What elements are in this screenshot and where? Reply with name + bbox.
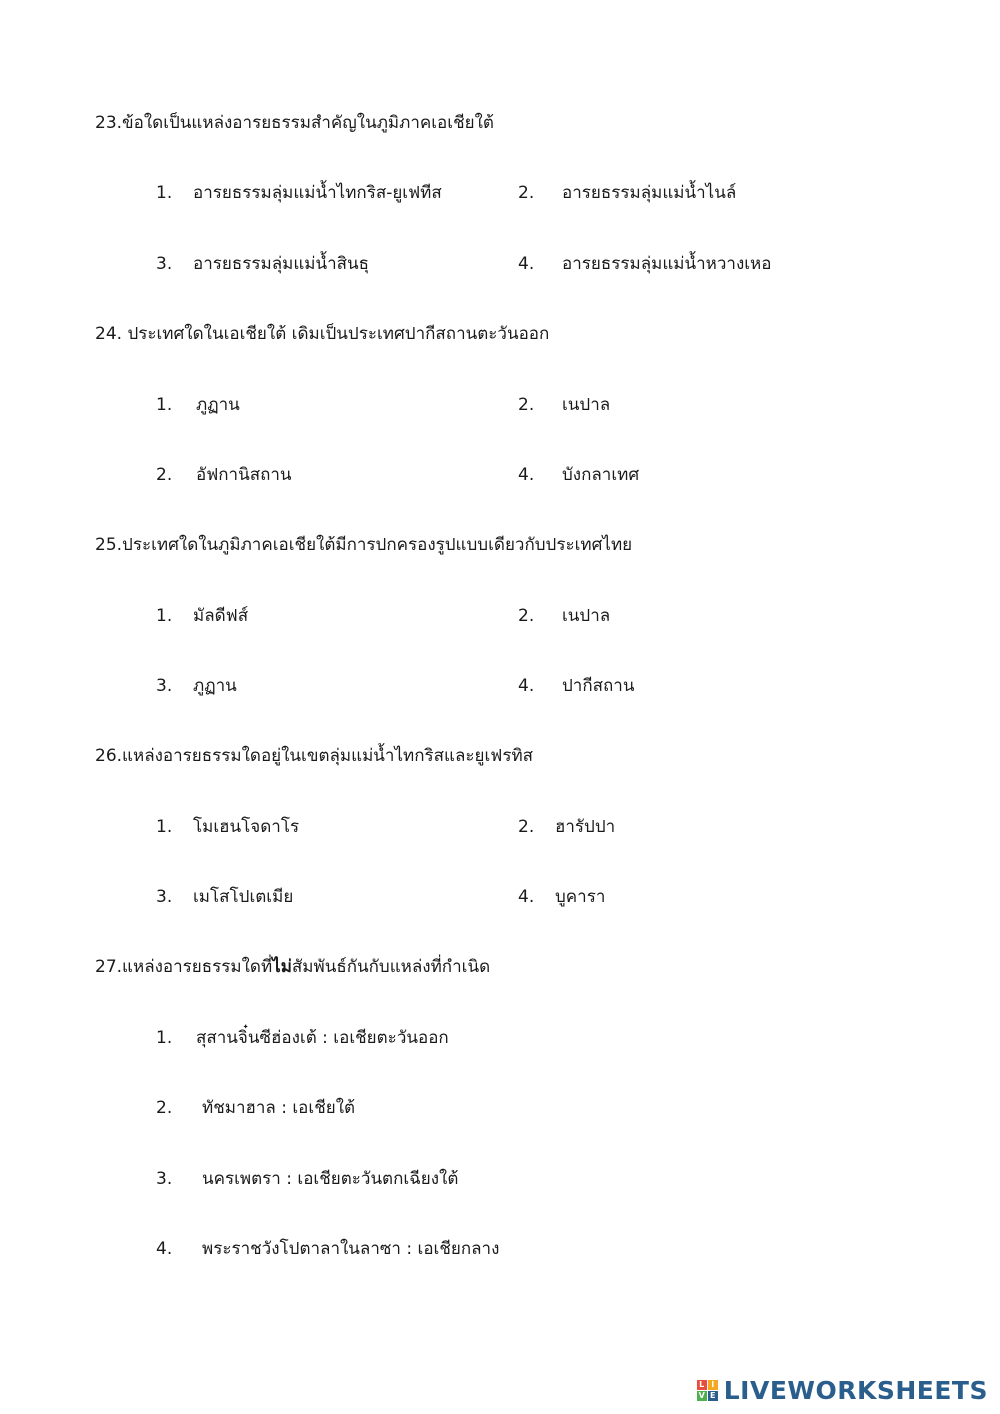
question-24-text: 24. ประเทศใดในเอเชียใต้ เดิมเป็นประเทศปากีสถานตะวันออก: [95, 324, 550, 344]
option-number: 2.: [518, 606, 535, 626]
q27-option-2: [156, 1097, 356, 1119]
live-mark-icon: [697, 1380, 718, 1401]
q24-option-1: [156, 394, 240, 416]
option-text: ทัชมาฮาล : เอเชียใต้: [202, 1098, 356, 1118]
question-27: [95, 956, 490, 978]
question-26-text: 26.แหล่งอารยธรรมใดอยู่ในเขตลุ่มแม่น้ำไทกริสและยูเฟรทิส: [95, 746, 534, 766]
liveworksheets-logo: [697, 1374, 988, 1406]
option-number: 3.: [156, 1169, 173, 1189]
option-text: อารยธรรมลุ่มแม่น้ำสินธุ: [193, 254, 370, 274]
option-number: 4.: [156, 1239, 173, 1259]
option-text: เมโสโปเตเมีย: [193, 887, 294, 907]
option-text: บูคารา: [555, 887, 606, 907]
question-27-text-prefix: 27.แหล่งอารยธรรมใดที่: [95, 957, 273, 977]
q24-option-3: [156, 464, 292, 486]
option-text: อัฟกานิสถาน: [196, 465, 292, 485]
option-number: 4.: [518, 887, 535, 907]
option-number: 1.: [156, 606, 173, 626]
q26-option-3: [156, 886, 294, 908]
option-text: เนปาล: [562, 395, 611, 415]
option-text: อารยธรรมลุ่มแม่น้ำไนล์: [562, 183, 737, 203]
option-number: 4.: [518, 254, 535, 274]
q27-option-1: [156, 1027, 449, 1049]
option-number: 3.: [156, 676, 173, 696]
logo-mark-i: I: [708, 1380, 718, 1390]
option-text: อารยธรรมลุ่มแม่น้ำไทกริส-ยูเฟทีส: [193, 183, 442, 203]
option-text: ภูฏาน: [193, 676, 237, 696]
option-text: สุสานจิ๋นซีฮ่องเต้ : เอเชียตะวันออก: [196, 1028, 449, 1048]
logo-mark-v: V: [698, 1390, 705, 1400]
option-number: 2.: [518, 817, 535, 837]
option-number: 1.: [156, 817, 173, 837]
option-text: ฮารัปปา: [555, 817, 616, 837]
question-27-text-suffix: สัมพันธ์กันกับแหล่งที่กำเนิด: [291, 957, 491, 977]
option-text: บังกลาเทศ: [562, 465, 640, 485]
option-text: มัลดีฟส์: [193, 606, 249, 626]
option-number: 2.: [518, 395, 535, 415]
question-26: [95, 745, 533, 767]
q27-option-4: [156, 1238, 500, 1260]
question-25-text: 25.ประเทศใดในภูมิภาคเอเชียใต้มีการปกครองรูปแบบเดียวกับประเทศไทย: [95, 535, 633, 555]
q23-option-4: [518, 253, 772, 275]
logo-mark-e: E: [708, 1391, 718, 1401]
option-number: 1.: [156, 183, 173, 203]
option-number: 1.: [156, 395, 173, 415]
logo-text: LIVEWORKSHEETS: [723, 1375, 988, 1405]
option-text: ภูฏาน: [196, 395, 240, 415]
question-27-emphasis: ไม่: [272, 957, 292, 977]
logo-mark-l: L: [697, 1380, 707, 1390]
question-23-text: 23.ข้อใดเป็นแหล่งอารยธรรมสำคัญในภูมิภาคเอเชียใต้: [95, 113, 494, 133]
q23-option-1: [156, 182, 442, 204]
q25-option-2: [518, 605, 611, 627]
option-number: 2.: [156, 1098, 173, 1118]
q25-option-3: [156, 675, 237, 697]
option-number: 2.: [156, 465, 173, 485]
q23-option-2: [518, 182, 737, 204]
option-number: 4.: [518, 676, 535, 696]
option-number: 4.: [518, 465, 535, 485]
question-25: [95, 534, 632, 556]
option-number: 3.: [156, 887, 173, 907]
question-24: [95, 323, 549, 345]
option-text: นครเพตรา : เอเชียตะวันตกเฉียงใต้: [202, 1169, 459, 1189]
option-text: โมเฮนโจดาโร: [193, 817, 300, 837]
question-23: [95, 112, 494, 134]
q26-option-4: [518, 886, 606, 908]
option-number: 3.: [156, 254, 173, 274]
option-text: เนปาล: [562, 606, 611, 626]
option-text: อารยธรรมลุ่มแม่น้ำหวางเหอ: [562, 254, 772, 274]
q27-option-3: [156, 1168, 459, 1190]
option-text: ปากีสถาน: [562, 676, 635, 696]
option-number: 2.: [518, 183, 535, 203]
q26-option-2: [518, 816, 616, 838]
q26-option-1: [156, 816, 300, 838]
q24-option-4: [518, 464, 640, 486]
q24-option-2: [518, 394, 611, 416]
q25-option-4: [518, 675, 635, 697]
q23-option-3: [156, 253, 370, 275]
q25-option-1: [156, 605, 249, 627]
option-number: 1.: [156, 1028, 173, 1048]
option-text: พระราชวังโปตาลาในลาซา : เอเชียกลาง: [202, 1239, 500, 1259]
